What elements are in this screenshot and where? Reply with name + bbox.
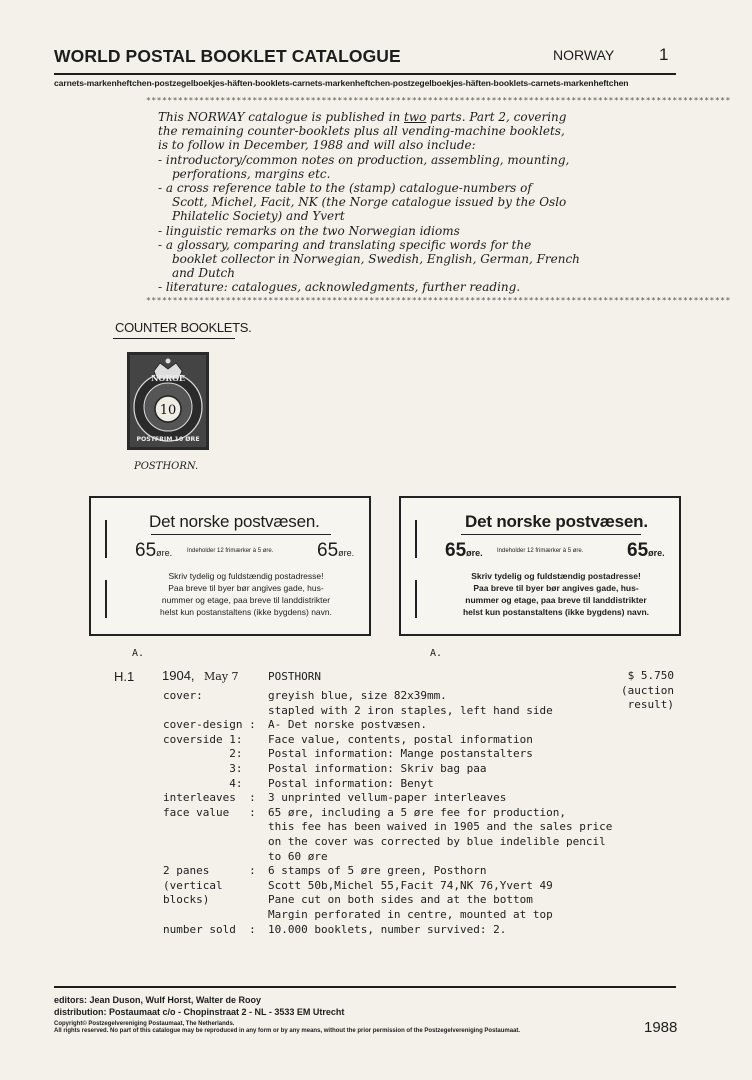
- notice-bullet-cont: booklet collector in Norwegian, Swedish, English, German, French: [172, 252, 580, 267]
- footer-year: 1988: [644, 1019, 678, 1036]
- stamp-bottom-text: POSTFRIM 10 ØRE: [136, 436, 200, 443]
- detail-row: stapled with 2 iron staples, left hand side: [268, 703, 553, 717]
- cover-face-value-right: 65øre.: [317, 540, 355, 561]
- catalogue-title: WORLD POSTAL BOOKLET CATALOGUE: [54, 46, 401, 66]
- booklet-cover-photo: [399, 496, 681, 636]
- detail-row: number sold : 10.000 booklets, number survived: 2.: [163, 922, 507, 936]
- notice-line-3: is to follow in December, 1988 and will also include:: [158, 138, 476, 153]
- staple-mark: [105, 580, 107, 618]
- notice-bullet: - a cross reference table to the (stamp) catalogue-numbers of: [158, 181, 532, 196]
- posthorn-stamp-image: [124, 349, 212, 453]
- detail-row: cover: greyish blue, size 82x39mm.: [163, 689, 447, 702]
- cover-label-a: A.: [132, 648, 145, 659]
- notice-bullet: - linguistic remarks on the two Norwegian idioms: [158, 223, 460, 238]
- notice-bullet-cont: perforations, margins etc.: [172, 166, 331, 181]
- cover-face-value-right: 65øre.: [627, 540, 665, 561]
- stamp-value: 10: [159, 403, 177, 418]
- detail-row: 3: Postal information: Skriv bag paa: [163, 761, 487, 775]
- cover-title: Det norske postvæsen.: [465, 512, 648, 531]
- detail-row: on the cover was corrected by blue indelible pencil: [268, 834, 606, 848]
- notice-line-1: This NORWAY catalogue is published in two parts. Part 2, covering: [158, 110, 567, 124]
- cover-title-rule: [151, 534, 331, 535]
- cover-contents: Indeholder 12 frimærker à 5 øre.: [187, 548, 274, 554]
- footer-distribution: distribution: Postaumaat c/o - Chopinstraat 2 - NL - 3533 EM Utrecht: [54, 1007, 345, 1017]
- star-border-top: **************************************************************************************************************: [146, 96, 731, 105]
- detail-row: (vertical Scott 50b,Michel 55,Facit 74,NK 76,Yvert 49: [163, 878, 553, 892]
- booklet-cover-image: [89, 496, 371, 636]
- notice-bullet: - a glossary, comparing and translating specific words for the: [158, 237, 532, 252]
- detail-row: this fee has been waived in 1905 and the sales price: [268, 820, 613, 834]
- cover-address-text: Skriv tydelig og fuldstændig postadresse! Paa breve til byer bør angives gade, hus- nummer og etage, paa breve til landdistrikter helst kun postanstaltens (ikke bygdens) navn.: [462, 571, 650, 617]
- detail-row: blocks) Pane cut on both sides and at the bottom: [163, 893, 533, 907]
- cover-address-text: Skriv tydelig og fuldstændig postadresse! Paa breve til byer bør angives gade, hus- nummer og etage, paa breve til landdistrikter helst kun postanstaltens (ikke bygdens) navn.: [160, 571, 332, 617]
- stamp-top-text: NORGE: [151, 373, 185, 383]
- cover-title-rule: [461, 534, 641, 535]
- detail-row: cover-design : A- Det norske postvæsen.: [163, 718, 427, 732]
- cover-contents: Indeholder 12 frimærker à 5 øre.: [497, 548, 584, 554]
- detail-row: 2: Postal information: Mange postanstalters: [163, 747, 533, 761]
- stamp-caption: POSTHORN.: [134, 461, 199, 472]
- cover-face-value-left: 65øre.: [135, 540, 173, 561]
- publication-notice: [158, 110, 638, 295]
- staple-mark: [105, 520, 107, 558]
- detail-row: 4: Postal information: Benyt: [163, 776, 434, 790]
- notice-bullet-cont: Scott, Michel, Facit, NK (the Norge catalogue issued by the Oslo: [172, 195, 567, 210]
- entry-year: 1904,: [162, 668, 195, 683]
- section-title: COUNTER BOOKLETS.: [115, 320, 252, 335]
- notice-bullet: - literature: catalogues, acknowledgments, further reading.: [158, 280, 521, 295]
- notice-bullet: - introductory/common notes on production, assembling, mounting,: [158, 152, 570, 167]
- staple-mark: [415, 520, 417, 558]
- cover-title: Det norske postvæsen.: [149, 512, 320, 531]
- detail-row: coverside 1: Face value, contents, postal information: [163, 732, 533, 746]
- detail-row: Margin perforated in centre, mounted at top: [268, 907, 553, 921]
- notice-bullet-cont: Philatelic Society) and Yvert: [172, 209, 345, 224]
- country-label: NORWAY: [553, 47, 615, 63]
- multilingual-strip: carnets-markenheftchen-postzegelboekjes-häften-booklets-carnets-markenheftchen-postzegelboekjes-häften-booklets-carnets-markenheftchen: [54, 78, 629, 88]
- footer-editors: editors: Jean Duson, Wulf Horst, Walter de Rooy: [54, 995, 262, 1005]
- cover-label-a: A.: [430, 648, 443, 659]
- detail-row: interleaves : 3 unprinted vellum-paper interleaves: [163, 791, 507, 805]
- star-border-bottom: **************************************************************************************************************: [146, 296, 731, 305]
- section-rule: [113, 338, 235, 339]
- entry-price: $ 5.750 (auction result): [621, 669, 674, 712]
- entry-name: POSTHORN: [268, 670, 321, 683]
- header-rule: [54, 73, 676, 75]
- notice-line-2: the remaining counter-booklets plus all vending-machine booklets,: [158, 124, 565, 139]
- page-number: 1: [659, 45, 669, 64]
- entry-number: H.1: [114, 669, 135, 684]
- cover-face-value-left: 65øre.: [445, 540, 483, 561]
- detail-row: face value : 65 øre, including a 5 øre fee for production,: [163, 805, 567, 819]
- detail-row: to 60 øre: [268, 849, 328, 863]
- footer-copyright: Copyright© Postzegelvereniging Postaumaat, The Netherlands. All rights reserved. No part of this catalogue may be reproduced in any form or by any means, without the prior permission of the Postzegelvereniging Postaumaat.: [54, 1021, 521, 1034]
- entry-date: May 7: [204, 670, 239, 683]
- entry-details: [163, 689, 612, 937]
- footer-rule: [54, 986, 676, 988]
- detail-row: 2 panes : 6 stamps of 5 øre green, Posthorn: [163, 864, 487, 878]
- staple-mark: [415, 580, 417, 618]
- notice-bullet-cont: and Dutch: [172, 266, 235, 281]
